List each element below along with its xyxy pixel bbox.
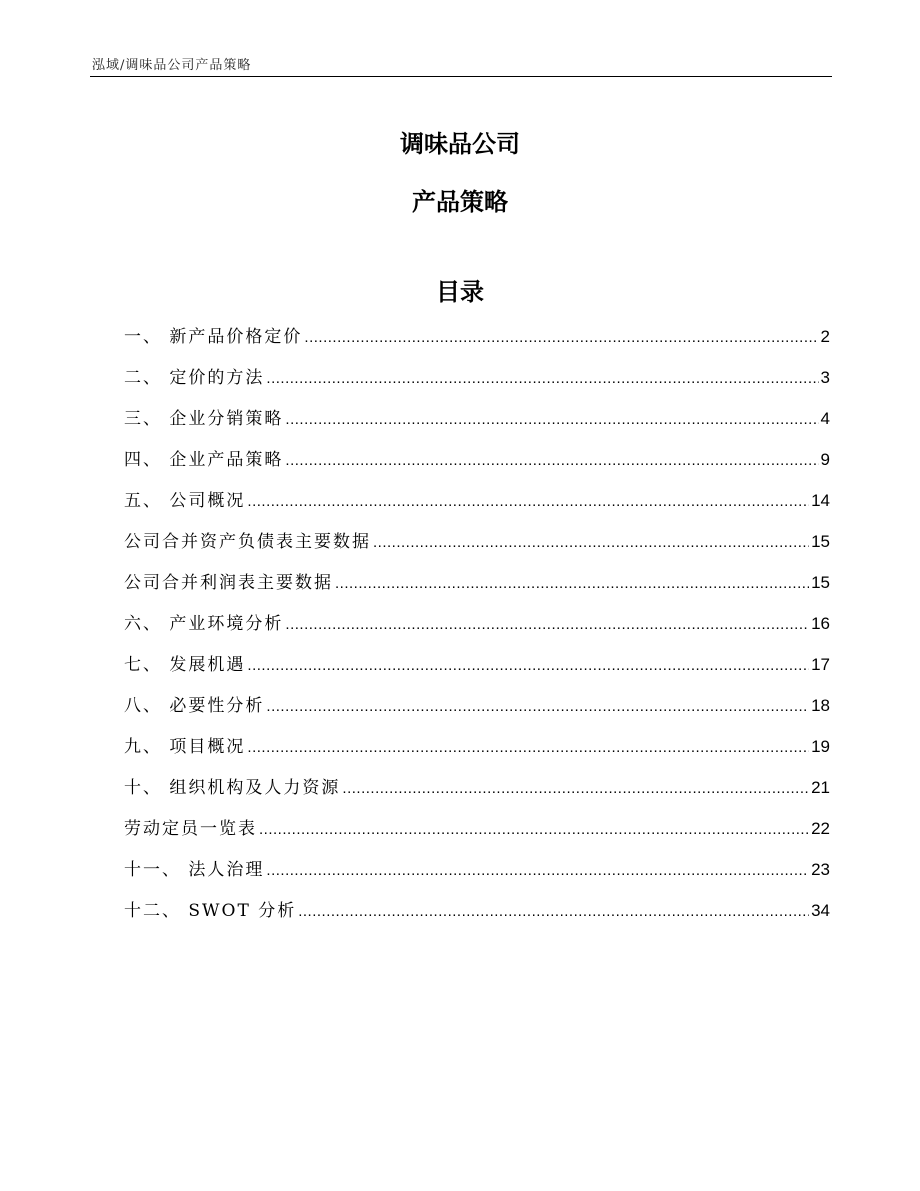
toc-entry-distribution-strategy[interactable] xyxy=(124,404,830,445)
toc-entry-label: 七、 发展机遇 xyxy=(124,655,246,675)
toc-dot-leader xyxy=(259,815,809,845)
toc-entry-label: 十二、 SWOT 分析 xyxy=(124,901,297,921)
toc-entry-corporate-governance[interactable] xyxy=(124,855,830,896)
toc-entry-pricing-methods[interactable] xyxy=(124,363,830,404)
toc-entry-label: 十一、 法人治理 xyxy=(124,860,265,880)
toc-entry-page: 14 xyxy=(811,491,830,510)
toc-heading: 目录 xyxy=(436,278,484,306)
toc-dot-leader xyxy=(247,651,809,681)
toc-entry-label: 公司合并利润表主要数据 xyxy=(124,573,333,593)
toc-dot-leader xyxy=(247,487,809,517)
toc-entry-page: 2 xyxy=(820,327,830,346)
toc-dot-leader xyxy=(266,856,809,886)
toc-dot-leader xyxy=(247,733,809,763)
toc-entry-income-statement-data[interactable] xyxy=(124,568,830,609)
toc-entry-page: 19 xyxy=(811,737,830,756)
toc-entry-label: 劳动定员一览表 xyxy=(124,819,257,839)
toc-entry-label: 九、 项目概况 xyxy=(124,737,246,757)
toc-entry-label: 三、 企业分销策略 xyxy=(124,409,284,429)
toc-entry-product-strategy[interactable] xyxy=(124,445,830,486)
toc-entry-page: 21 xyxy=(811,778,830,797)
toc-entry-company-overview[interactable] xyxy=(124,486,830,527)
toc-entry-page: 15 xyxy=(811,532,830,551)
toc-entry-project-overview[interactable] xyxy=(124,732,830,773)
toc-entry-necessity-analysis[interactable] xyxy=(124,691,830,732)
toc-entry-page: 9 xyxy=(820,450,830,469)
toc-entry-page: 4 xyxy=(820,409,830,428)
table-of-contents xyxy=(124,322,830,937)
toc-entry-industry-environment[interactable] xyxy=(124,609,830,650)
toc-entry-staffing-table[interactable] xyxy=(124,814,830,855)
toc-dot-leader xyxy=(342,774,809,804)
toc-dot-leader xyxy=(335,569,809,599)
document-title: 调味品公司 xyxy=(400,130,520,158)
toc-entry-page: 3 xyxy=(820,368,830,387)
toc-entry-label: 公司合并资产负债表主要数据 xyxy=(124,532,371,552)
toc-entry-balance-sheet-data[interactable] xyxy=(124,527,830,568)
toc-entry-label: 一、 新产品价格定价 xyxy=(124,327,303,347)
toc-dot-leader xyxy=(285,610,809,640)
header-divider xyxy=(90,76,832,77)
toc-entry-label: 四、 企业产品策略 xyxy=(124,450,284,470)
toc-entry-development-opportunities[interactable] xyxy=(124,650,830,691)
toc-entry-label: 八、 必要性分析 xyxy=(124,696,265,716)
toc-dot-leader xyxy=(285,405,818,435)
toc-entry-page: 34 xyxy=(811,901,830,920)
toc-entry-label: 十、 组织机构及人力资源 xyxy=(124,778,341,798)
toc-entry-label: 二、 定价的方法 xyxy=(124,368,265,388)
toc-entry-new-product-pricing[interactable] xyxy=(124,322,830,363)
document-subtitle: 产品策略 xyxy=(412,188,508,216)
toc-entry-page: 15 xyxy=(811,573,830,592)
running-header: 泓域/调味品公司产品策略 xyxy=(92,58,252,73)
toc-dot-leader xyxy=(266,692,809,722)
toc-dot-leader xyxy=(304,323,818,353)
toc-dot-leader xyxy=(373,528,809,558)
toc-entry-label: 五、 公司概况 xyxy=(124,491,246,511)
toc-entry-page: 22 xyxy=(811,819,830,838)
toc-entry-swot-analysis[interactable] xyxy=(124,896,830,937)
toc-entry-page: 16 xyxy=(811,614,830,633)
toc-dot-leader xyxy=(266,364,818,394)
toc-entry-label: 六、 产业环境分析 xyxy=(124,614,284,634)
toc-dot-leader xyxy=(285,446,818,476)
toc-entry-page: 23 xyxy=(811,860,830,879)
toc-dot-leader xyxy=(298,897,809,927)
toc-entry-page: 18 xyxy=(811,696,830,715)
toc-entry-organization-hr[interactable] xyxy=(124,773,830,814)
toc-entry-page: 17 xyxy=(811,655,830,674)
